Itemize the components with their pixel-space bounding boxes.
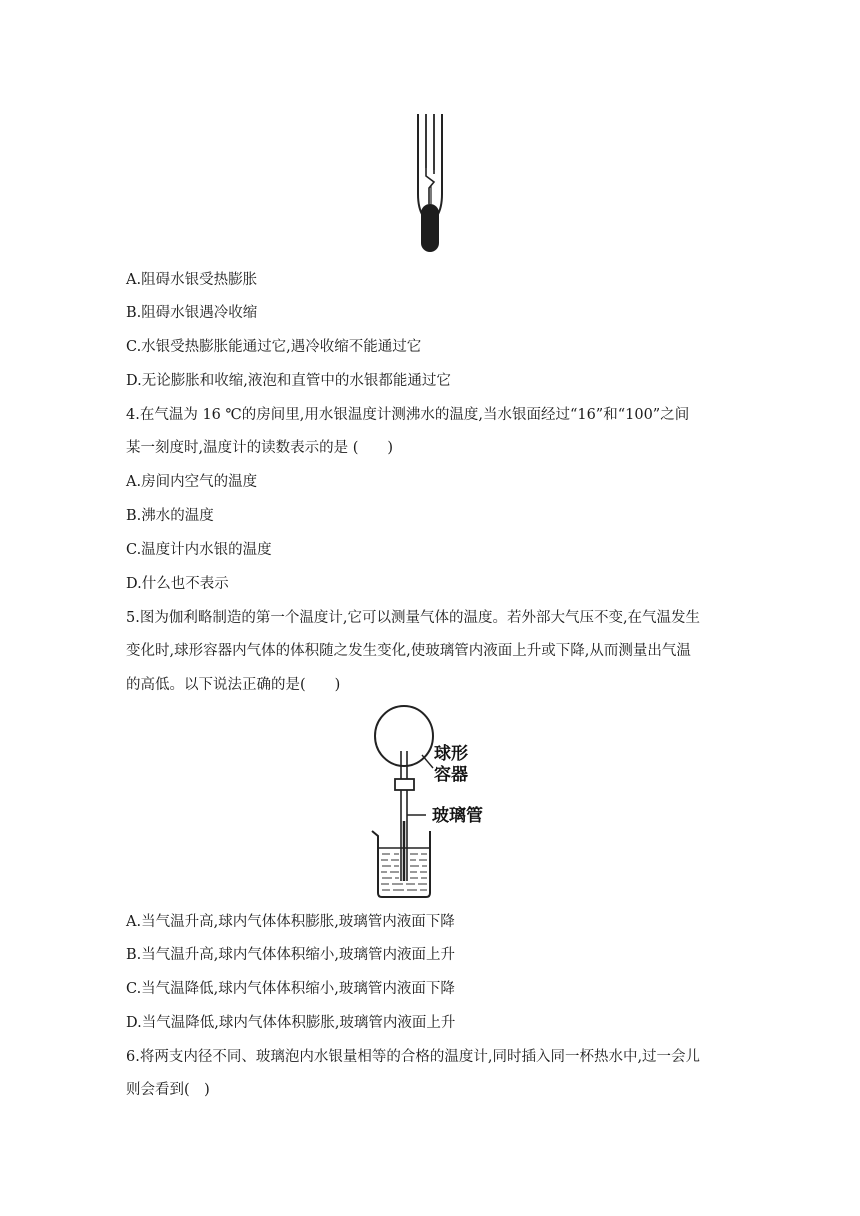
q4-option-d: D.什么也不表示 (126, 576, 229, 592)
label-container-line2: 容器 (434, 765, 468, 785)
q4-stem-line2: 某一刻度时,温度计的读数表示的是 ( ) (126, 440, 394, 456)
label-container-line1: 球形 (434, 744, 468, 764)
q3-option-c: C.水银受热膨胀能通过它,遇冷收缩不能通过它 (126, 339, 422, 355)
q3-option-b: B.阻碍水银遇冷收缩 (126, 305, 258, 321)
q5-option-c: C.当气温降低,球内气体体积缩小,玻璃管内液面下降 (126, 981, 455, 997)
galileo-thermometer-figure (370, 703, 500, 901)
q6-stem-line2: 则会看到( ) (126, 1082, 210, 1098)
q3-option-a: A.阻碍水银受热膨胀 (126, 272, 258, 288)
q5-option-b: B.当气温升高,球内气体体积缩小,玻璃管内液面上升 (126, 947, 455, 963)
label-glass-tube: 玻璃管 (432, 806, 483, 826)
q5-stem-line1: 5.图为伽利略制造的第一个温度计,它可以测量气体的温度。若外部大气压不变,在气温发生 (126, 610, 701, 626)
q4-option-c: C.温度计内水银的温度 (126, 542, 272, 558)
q3-option-d: D.无论膨胀和收缩,液泡和直管中的水银都能通过它 (126, 373, 451, 389)
q5-option-d: D.当气温降低,球内气体体积膨胀,玻璃管内液面上升 (126, 1015, 456, 1031)
q4-option-a: A.房间内空气的温度 (126, 474, 258, 490)
q4-stem-line1: 4.在气温为 16 ℃的房间里,用水银温度计测沸水的温度,当水银面经过“16”和“100”之间 (126, 407, 690, 423)
container-pointer-line (422, 755, 433, 768)
q5-stem-line3: 的高低。以下说法正确的是( ) (126, 677, 341, 693)
q6-stem-line1: 6.将两支内径不同、玻璃泡内水银量相等的合格的温度计,同时插入同一杯热水中,过一会儿 (126, 1049, 701, 1065)
thermometer-neck-figure (405, 112, 455, 257)
q5-option-a: A.当气温升高,球内气体体积膨胀,玻璃管内液面下降 (126, 914, 455, 930)
q4-option-b: B.沸水的温度 (126, 508, 214, 524)
stopper (395, 779, 414, 790)
q5-stem-line2: 变化时,球形容器内气体的体积随之发生变化,使玻璃管内液面上升或下降,从而测量出气温 (126, 643, 691, 659)
